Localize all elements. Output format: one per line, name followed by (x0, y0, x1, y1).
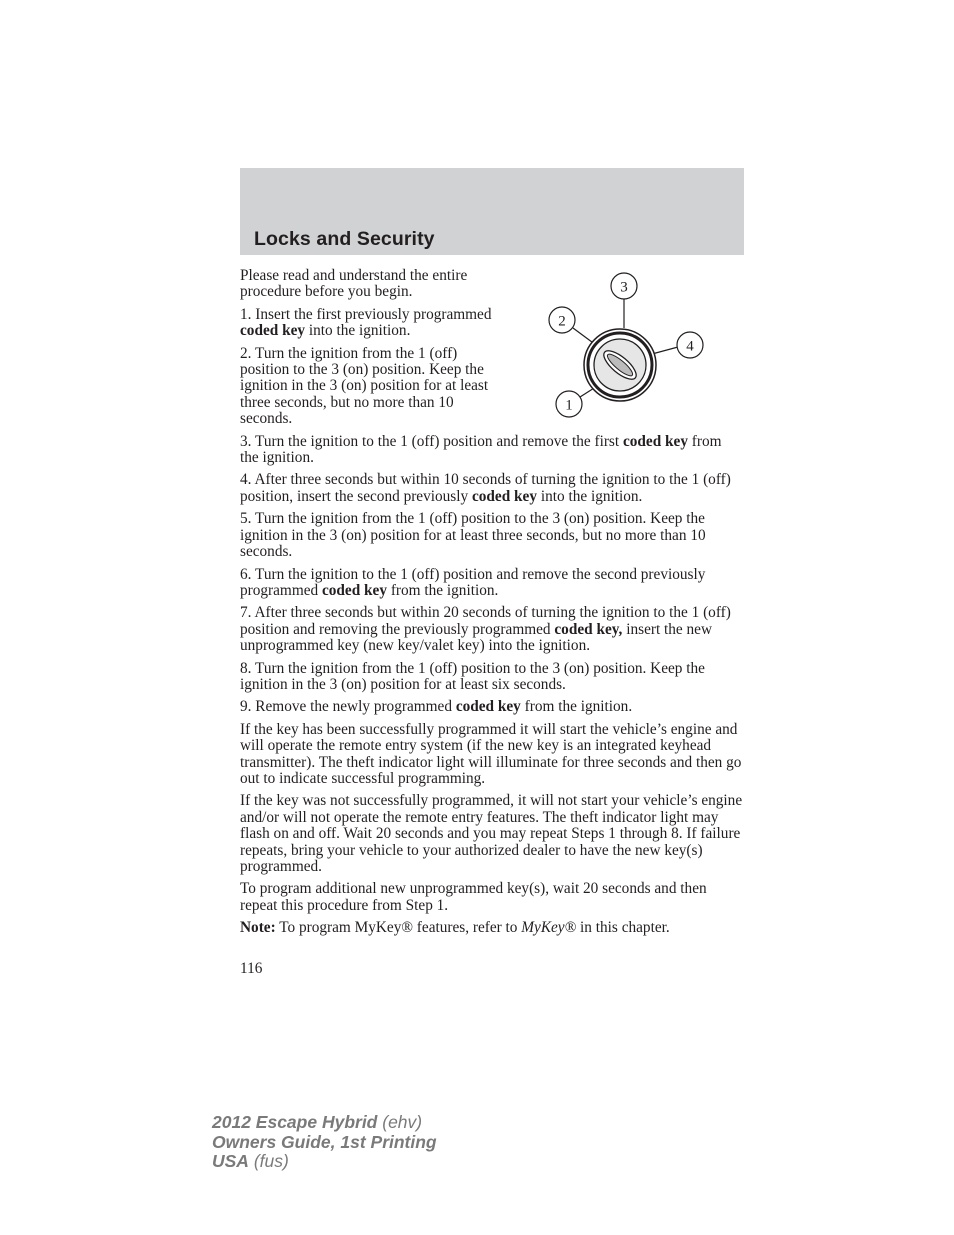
step-6-emphasis: coded key (321, 581, 387, 599)
step-9 (240, 699, 744, 715)
step-7-text: 7. After three seconds but within 20 seconds of turning the ignition to the 1 (off) position and removing the previously programmed (240, 604, 731, 638)
step-4-tail: into the ignition. (537, 487, 643, 505)
callout-2-label: 2 (558, 313, 566, 330)
step-1-text: 1. Insert the first previously programmed (240, 305, 492, 323)
footer-imprint (212, 1113, 437, 1172)
note-label: Note: (240, 919, 276, 937)
step-9-emphasis: coded key (455, 698, 521, 716)
callout-4-label: 4 (686, 338, 694, 355)
note-text: To program MyKey® features, refer to (275, 919, 522, 937)
footer-market: USA (212, 1151, 249, 1171)
footer-model: 2012 Escape Hybrid (212, 1112, 378, 1132)
step-4 (240, 472, 744, 505)
step-3 (240, 434, 744, 467)
step-4-text: 4. After three seconds but within 10 seconds of turning the ignition to the 1 (off) position, insert the second previously (240, 471, 731, 505)
step-8: 8. Turn the ignition from the 1 (off) position to the 3 (on) position. Keep the ignition in the 3 (on) position for at least six seconds. (240, 659, 705, 693)
step-9-tail: from the ignition. (520, 698, 633, 716)
note-tail: in this chapter. (576, 919, 670, 937)
step-7-emphasis: coded key, (554, 620, 623, 638)
step-7-tail: insert the new unprogrammed key (new key/valet key) into the ignition. (240, 620, 713, 655)
step-1 (240, 307, 496, 340)
footer-line-2 (212, 1133, 437, 1153)
step-4-emphasis: coded key (471, 487, 537, 505)
step-1-tail: into the ignition. (305, 322, 411, 340)
note-paragraph (240, 920, 744, 936)
callout-3-label: 3 (620, 279, 628, 296)
step-9-text: 9. Remove the newly programmed (240, 698, 456, 716)
footer-line-1 (212, 1113, 437, 1133)
note-reference: MyKey® (521, 919, 577, 937)
step-2: 2. Turn the ignition from the 1 (off) position to the 3 (on) position. Keep the ignition in the 3 (on) position for at least three seconds, but no more than 10 seconds. (240, 344, 489, 428)
additional-keys-paragraph: To program additional new unprogrammed key(s), wait 20 seconds and then repeat this procedure from Step 1. (240, 880, 707, 914)
intro-paragraph: Please read and understand the entire procedure before you begin. (240, 267, 468, 301)
section-title: Locks and Security (254, 228, 435, 250)
footer-model-code: (ehv) (377, 1112, 423, 1132)
step-3-tail: from the ignition. (240, 432, 722, 467)
failure-paragraph: If the key was not successfully programmed, it will not start your vehicle’s engine and/or will not operate the remote entry features. The theft indicator light may flash on and off. Wait 20 seconds and you may repeat Steps 1 through 8. If failure repeats, bring your vehicle to your authorized dealer to have the new key(s) programmed. (240, 792, 743, 875)
success-paragraph: If the key has been successfully programmed it will start the vehicle’s engine and will operate the remote entry system (if the new key is an integrated keyhead transmitter). The theft indicator light will illuminate for three seconds and then go out to indicate successful programming. (240, 720, 742, 787)
footer-line-3 (212, 1152, 437, 1172)
step-6 (240, 567, 744, 600)
callout-1-label: 1 (565, 397, 573, 414)
step-1-emphasis: coded key (240, 322, 306, 340)
step-5: 5. Turn the ignition from the 1 (off) position to the 3 (on) position. Keep the ignition in the 3 (on) position for at least three seconds, but no more than 10 seconds. (240, 510, 706, 561)
page-number: 116 (240, 960, 263, 977)
step-6-tail: from the ignition. (387, 581, 499, 599)
content-body (240, 268, 744, 943)
step-3-text: 3. Turn the ignition to the 1 (off) position and remove the first (240, 432, 623, 450)
step-7 (240, 605, 744, 654)
footer-guide: Owners Guide, 1st Printing (212, 1131, 437, 1152)
step-6-text: 6. Turn the ignition to the 1 (off) position and remove the second previously programmed (240, 565, 706, 599)
step-3-emphasis: coded key (622, 432, 688, 450)
footer-market-code: (fus) (248, 1151, 289, 1171)
